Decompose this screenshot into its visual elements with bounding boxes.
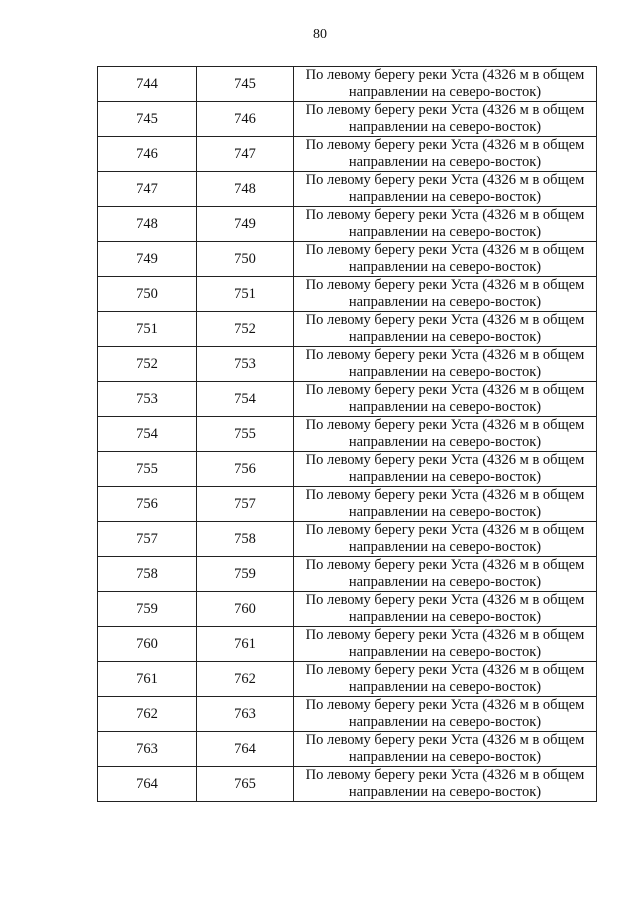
table-row xyxy=(98,487,597,522)
start-point-cell: 751 xyxy=(98,312,197,347)
start-point-cell: 754 xyxy=(98,417,197,452)
start-point-cell: 764 xyxy=(98,767,197,802)
page-number: 80 xyxy=(313,27,327,42)
description-cell: По левому берегу реки Уста (4326 м в общем направлении на северо-восток) xyxy=(294,67,597,102)
table-row xyxy=(98,417,597,452)
description-cell: По левому берегу реки Уста (4326 м в общем направлении на северо-восток) xyxy=(294,207,597,242)
end-point-cell: 765 xyxy=(197,767,294,802)
start-point-cell: 752 xyxy=(98,347,197,382)
start-point-cell: 761 xyxy=(98,662,197,697)
description-cell: По левому берегу реки Уста (4326 м в общем направлении на северо-восток) xyxy=(294,662,597,697)
end-point-cell: 762 xyxy=(197,662,294,697)
end-point-cell: 761 xyxy=(197,627,294,662)
table-row xyxy=(98,102,597,137)
description-cell: По левому берегу реки Уста (4326 м в общем направлении на северо-восток) xyxy=(294,312,597,347)
start-point-cell: 759 xyxy=(98,592,197,627)
table-row xyxy=(98,627,597,662)
table-row xyxy=(98,172,597,207)
description-cell: По левому берегу реки Уста (4326 м в общем направлении на северо-восток) xyxy=(294,137,597,172)
description-cell: По левому берегу реки Уста (4326 м в общем направлении на северо-восток) xyxy=(294,697,597,732)
start-point-cell: 747 xyxy=(98,172,197,207)
table-row xyxy=(98,382,597,417)
start-point-cell: 760 xyxy=(98,627,197,662)
description-cell: По левому берегу реки Уста (4326 м в общем направлении на северо-восток) xyxy=(294,277,597,312)
description-cell: По левому берегу реки Уста (4326 м в общем направлении на северо-восток) xyxy=(294,172,597,207)
start-point-cell: 745 xyxy=(98,102,197,137)
table-row xyxy=(98,557,597,592)
description-cell: По левому берегу реки Уста (4326 м в общем направлении на северо-восток) xyxy=(294,487,597,522)
table-row xyxy=(98,452,597,487)
description-cell: По левому берегу реки Уста (4326 м в общем направлении на северо-восток) xyxy=(294,522,597,557)
start-point-cell: 756 xyxy=(98,487,197,522)
start-point-cell: 746 xyxy=(98,137,197,172)
description-cell: По левому берегу реки Уста (4326 м в общем направлении на северо-восток) xyxy=(294,452,597,487)
table-body xyxy=(98,67,597,802)
end-point-cell: 747 xyxy=(197,137,294,172)
boundary-table xyxy=(97,66,597,802)
start-point-cell: 757 xyxy=(98,522,197,557)
description-cell: По левому берегу реки Уста (4326 м в общем направлении на северо-восток) xyxy=(294,417,597,452)
table-row xyxy=(98,662,597,697)
end-point-cell: 756 xyxy=(197,452,294,487)
end-point-cell: 754 xyxy=(197,382,294,417)
start-point-cell: 744 xyxy=(98,67,197,102)
end-point-cell: 750 xyxy=(197,242,294,277)
start-point-cell: 762 xyxy=(98,697,197,732)
description-cell: По левому берегу реки Уста (4326 м в общем направлении на северо-восток) xyxy=(294,732,597,767)
table-row xyxy=(98,277,597,312)
table-row xyxy=(98,732,597,767)
start-point-cell: 753 xyxy=(98,382,197,417)
table-row xyxy=(98,767,597,802)
end-point-cell: 755 xyxy=(197,417,294,452)
description-cell: По левому берегу реки Уста (4326 м в общем направлении на северо-восток) xyxy=(294,557,597,592)
start-point-cell: 748 xyxy=(98,207,197,242)
start-point-cell: 755 xyxy=(98,452,197,487)
description-cell: По левому берегу реки Уста (4326 м в общем направлении на северо-восток) xyxy=(294,627,597,662)
end-point-cell: 757 xyxy=(197,487,294,522)
table-row xyxy=(98,592,597,627)
table-row xyxy=(98,137,597,172)
start-point-cell: 758 xyxy=(98,557,197,592)
end-point-cell: 751 xyxy=(197,277,294,312)
table-row xyxy=(98,347,597,382)
table-row xyxy=(98,312,597,347)
start-point-cell: 763 xyxy=(98,732,197,767)
end-point-cell: 745 xyxy=(197,67,294,102)
end-point-cell: 753 xyxy=(197,347,294,382)
description-cell: По левому берегу реки Уста (4326 м в общем направлении на северо-восток) xyxy=(294,347,597,382)
end-point-cell: 746 xyxy=(197,102,294,137)
table-row xyxy=(98,242,597,277)
end-point-cell: 749 xyxy=(197,207,294,242)
table-row xyxy=(98,207,597,242)
end-point-cell: 752 xyxy=(197,312,294,347)
table-row xyxy=(98,697,597,732)
end-point-cell: 760 xyxy=(197,592,294,627)
end-point-cell: 748 xyxy=(197,172,294,207)
end-point-cell: 763 xyxy=(197,697,294,732)
end-point-cell: 764 xyxy=(197,732,294,767)
description-cell: По левому берегу реки Уста (4326 м в общем направлении на северо-восток) xyxy=(294,592,597,627)
description-cell: По левому берегу реки Уста (4326 м в общем направлении на северо-восток) xyxy=(294,242,597,277)
end-point-cell: 759 xyxy=(197,557,294,592)
table-row xyxy=(98,522,597,557)
start-point-cell: 749 xyxy=(98,242,197,277)
end-point-cell: 758 xyxy=(197,522,294,557)
table-row xyxy=(98,67,597,102)
description-cell: По левому берегу реки Уста (4326 м в общем направлении на северо-восток) xyxy=(294,102,597,137)
start-point-cell: 750 xyxy=(98,277,197,312)
description-cell: По левому берегу реки Уста (4326 м в общем направлении на северо-восток) xyxy=(294,767,597,802)
description-cell: По левому берегу реки Уста (4326 м в общем направлении на северо-восток) xyxy=(294,382,597,417)
